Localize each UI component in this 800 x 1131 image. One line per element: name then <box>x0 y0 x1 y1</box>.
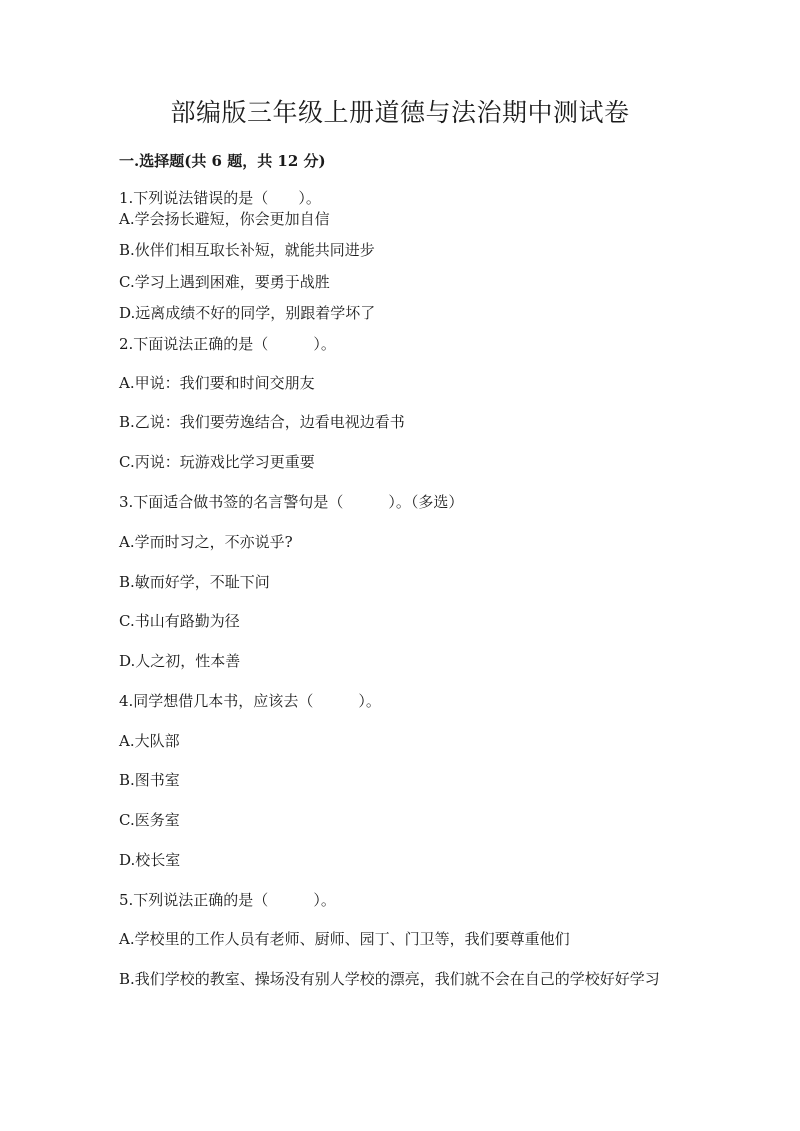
question-4-option-a: A.大队部 <box>119 732 180 750</box>
question-1-option-c: C.学习上遇到困难，要勇于战胜 <box>119 273 330 291</box>
question-4-option-b: B.图书室 <box>119 771 180 789</box>
question-5-stem: 5.下列说法正确的是（ ）。 <box>119 891 336 909</box>
question-3-option-b: B.敏而好学，不耻下问 <box>119 573 270 591</box>
question-1-option-d: D.远离成绩不好的同学，别跟着学坏了 <box>119 304 376 322</box>
question-5-option-b: B.我们学校的教室、操场没有别人学校的漂亮，我们就不会在自己的学校好好学习 <box>119 970 660 988</box>
page-title: 部编版三年级上册道德与法治期中测试卷 <box>170 98 630 127</box>
question-3-stem: 3.下面适合做书签的名言警句是（ ）。（多选） <box>119 493 464 511</box>
question-5-option-a: A.学校里的工作人员有老师、厨师、园丁、门卫等，我们要尊重他们 <box>119 930 570 948</box>
section-heading: 一.选择题(共 6 题，共 12 分) <box>119 152 326 170</box>
question-3-option-c: C.书山有路勤为径 <box>119 612 240 630</box>
question-2-option-b: B.乙说：我们要劳逸结合，边看电视边看书 <box>119 413 405 431</box>
question-3-option-a: A.学而时习之，不亦说乎? <box>119 533 293 551</box>
question-4-option-d: D.校长室 <box>119 851 181 869</box>
question-4-option-c: C.医务室 <box>119 811 180 829</box>
question-1-option-a: A.学会扬长避短，你会更加自信 <box>119 210 330 228</box>
question-4-stem: 4.同学想借几本书，应该去（ ）。 <box>119 692 381 710</box>
question-2-stem: 2.下面说法正确的是（ ）。 <box>119 335 336 353</box>
question-3-option-d: D.人之初，性本善 <box>119 652 241 670</box>
question-2-option-c: C.丙说：玩游戏比学习更重要 <box>119 453 315 471</box>
question-1-option-b: B.伙伴们相互取长补短，就能共同进步 <box>119 241 375 259</box>
question-1-stem: 1.下列说法错误的是（ ）。 <box>119 189 321 207</box>
question-2-option-a: A.甲说：我们要和时间交朋友 <box>119 374 315 392</box>
